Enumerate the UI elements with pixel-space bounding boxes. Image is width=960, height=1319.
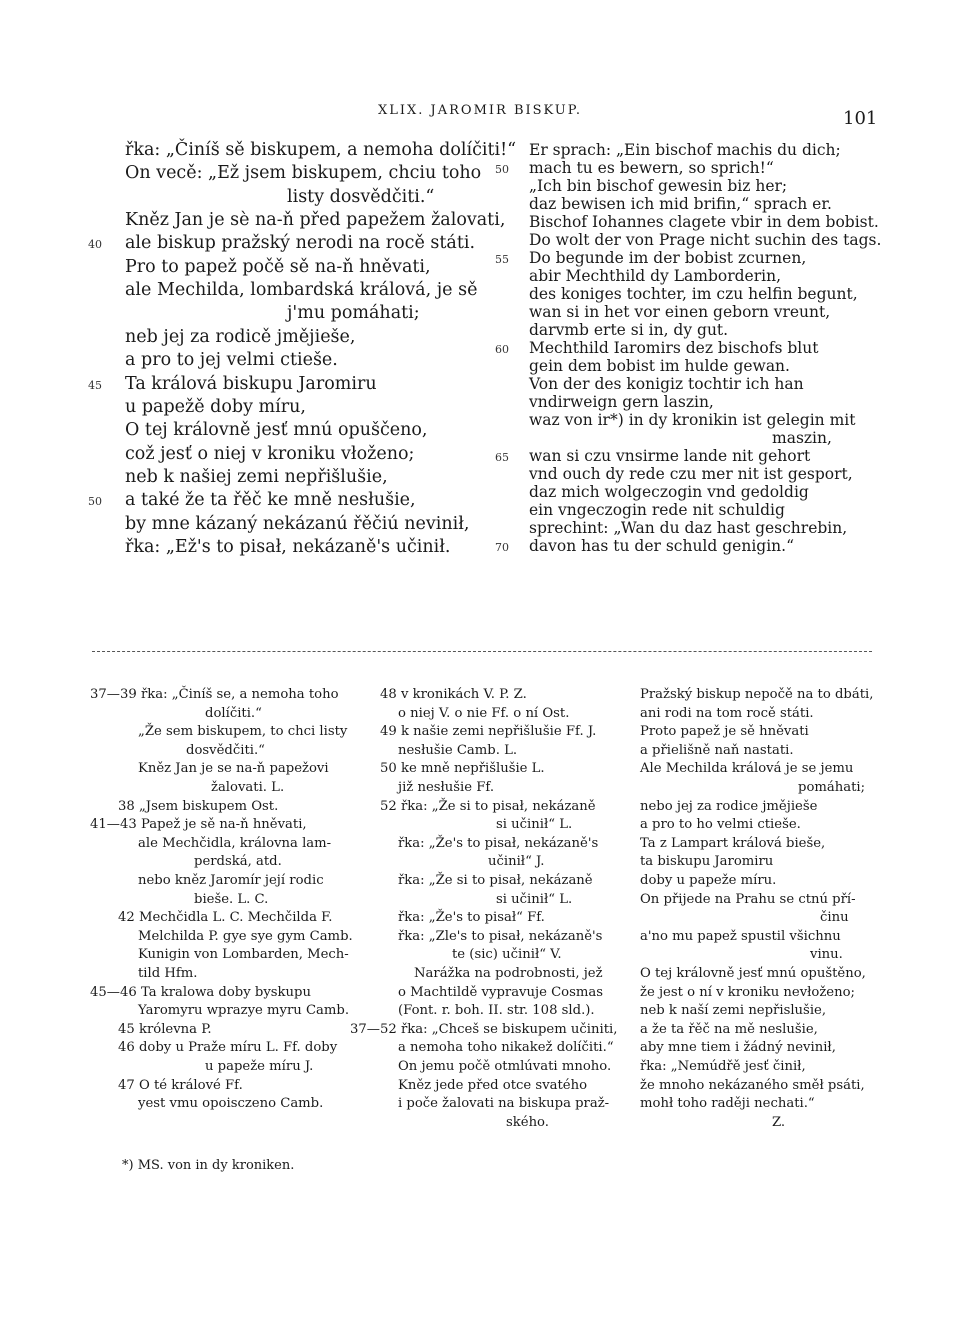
line-number: 40 [88,238,102,252]
apparatus-note-line: aby mne tiem i žádný nevinił, [640,1040,836,1056]
line-number: 65 [495,451,509,464]
apparatus-note-line: již nesłušie Ff. [398,780,495,795]
czech-verse-line: O tej královně jesť mnú opuščeno, [125,420,428,441]
apparatus-note-line: 48 v kronikách V. P. Z. [380,687,527,702]
czech-verse-line: j'mu pomáhati; [287,303,420,324]
apparatus-note-line: te (sic) učinił“ V. [452,947,562,963]
apparatus-note-line: Kněz Jan je se na-ň papežovi [138,761,329,777]
german-verse-line: darvmb erte si in, dy gut. [529,321,729,339]
line-number: 50 [88,495,102,509]
page-number: 101 [843,108,878,129]
apparatus-note-line: 45—46 Ta kralowa doby byskupu [90,984,311,1000]
apparatus-note-line: dolíčiti.“ [205,705,262,721]
footnote-divider [92,651,872,652]
apparatus-note-line: nebo kněz Jaromír její rodic [138,873,324,888]
apparatus-note-line: nesłušie Camb. L. [398,742,518,758]
czech-verse-line: a také že ta řěč ke mně nesłušie, [125,490,416,511]
apparatus-note-line: vinu. [810,947,843,963]
apparatus-note-line: ani rodi na tom rocě státi. [640,705,814,721]
apparatus-note-line: mohł toho raději nechati.“ [640,1096,815,1112]
apparatus-note-line: řka: „Nemúdřě jesť činił, [640,1059,806,1074]
apparatus-note-line: si učinił“ L. [496,891,573,907]
apparatus-note-line: učinił“ J. [488,854,545,870]
german-verse-line: wan si czu vnsirme lande nit gehort [529,447,811,465]
apparatus-note-line: řka: „Že's to pisał“ Ff. [398,910,545,926]
czech-verse-line: ale biskup pražský nerodi na rocě státi. [125,233,476,254]
czech-verse-line: neb jej za rodicě jmějieše, [125,326,356,347]
czech-verse-line: řka: „Činíš sě biskupem, a nemoha dolíčiti!“ [125,140,517,160]
apparatus-note-line: si učinił“ L. [496,817,573,833]
apparatus-note-line: o niej V. o nie Ff. o ní Ost. [398,705,570,721]
german-verse-line: daz mich wolgeczogin vnd gedoldig [529,483,809,501]
czech-verse-line: listy dosvědčiti.“ [287,186,435,207]
apparatus-note-line: On přijede na Prahu se ctnú pří- [640,891,856,907]
apparatus-note-line: pomáhati; [798,780,866,795]
footnote: *) MS. von in dy kroniken. [122,1158,295,1173]
apparatus-note-line: řka: „Že si to pisał, nekázaně [398,873,593,888]
apparatus-note-line: 46 doby u Praže míru L. Ff. doby [118,1040,338,1056]
apparatus-note-line: 52 řka: „Že si to pisał, nekázaně [380,798,596,814]
apparatus-note-line: i poče žalovati na biskupa praž- [398,1096,610,1112]
apparatus-note-line: bieše. L. C. [194,891,269,907]
apparatus-note-line: yest vmu opoisczeno Camb. [138,1096,324,1112]
german-verse-line: maszin, [772,429,832,447]
apparatus-note-line: (Font. r. boh. II. str. 108 sld.). [398,1003,595,1019]
apparatus-note-line: u papeže míru J. [205,1059,314,1074]
apparatus-note-line: dosvědčiti.“ [186,742,265,758]
german-verse-line: Do wolt der von Prage nicht suchin des tags. [529,231,882,249]
apparatus-note-line: Z. [772,1114,786,1130]
apparatus-note-line: 37—39 řka: „Činíš se, a nemoha toho [90,687,339,702]
apparatus-note-line: neb k naší zemi nepřislušie, [640,1003,827,1019]
german-verse-line: Mechthild Iaromirs dez bischofs blut [529,339,819,357]
apparatus-note-line: a'no mu papež spustil všichnu [640,928,841,944]
apparatus-note-line: Proto papež je sě hněvati [640,724,809,740]
apparatus-note-line: a přielišně naň nastati. [640,742,794,758]
apparatus-note-line: 45 królevna P. [118,1021,212,1037]
german-verse-line: Er sprach: „Ein bischof machis du dich; [529,141,841,159]
apparatus-note-line: o Machtildě vypravuje Cosmas [398,984,604,1000]
apparatus-note-line: 49 k našie zemi nepřišlušie Ff. J. [380,724,597,740]
czech-verse-line: neb k našiej zemi nepřišlušie, [125,466,388,487]
apparatus-note-line: perdská, atd. [194,854,282,870]
german-verse-line: Von der des konigiz tochtir ich han [529,375,804,393]
apparatus-note-line: Kněz jede před otce svatého [398,1077,588,1093]
german-verse-line: Bischof Iohannes clagete vbir in dem bobist. [529,213,879,231]
running-title: XLIX. JAROMIR BISKUP. [378,103,582,118]
czech-verse-line: On vecě: „Ež jsem biskupem, chciu toho [125,163,482,184]
apparatus-note-line: doby u papeže míru. [640,873,777,888]
german-verse-line: des koniges tochter, im czu helfin begunt, [529,285,858,303]
apparatus-note-line: a nemoha toho nikakež dolíčiti.“ [398,1040,614,1056]
apparatus-note-line: 41—43 Papež je sě na-ň hněvati, [90,817,307,833]
apparatus-note-line: Ta z Lampart králová bieše, [640,835,826,851]
line-number: 50 [495,163,509,176]
apparatus-note-line: O tej královně jesť mnú opuštěno, [640,966,866,981]
czech-verse-line: a pro to jej velmi ctieše. [125,350,338,371]
german-verse-line: gein dem bobist im hulde gewan. [529,357,790,375]
czech-verse-line: Ta králová biskupu Jaromiru [125,373,377,394]
czech-verse-line: ale Mechilda, lombardská králová, je sě [125,280,478,301]
line-number: 70 [495,541,509,554]
line-number: 45 [88,378,102,392]
apparatus-note-line: 50 ke mně nepřišlušie L. [380,761,545,777]
apparatus-note-line: řka: „Zle's to pisał, nekázaně's [398,928,603,944]
german-verse-line: davon has tu der schuld genigin.“ [529,537,794,555]
german-verse-line: wan si in het vor einen geborn vreunt, [529,303,831,321]
czech-verse-line: což jesť o niej v kroniku vłoženo; [125,443,415,464]
german-verse-line: waz von ir*) in dy kronikin ist gelegin mit [529,411,856,429]
german-verse-line: sprechint: „Wan du daz hast geschrebin, [529,519,848,537]
german-verse-line: abir Mechthild dy Lamborderin, [529,267,782,285]
apparatus-note-line: 47 O té králové Ff. [118,1077,243,1093]
apparatus-note-line: 42 Mechčidla L. C. Mechčilda F. [118,910,333,926]
german-verse-line: „Ich bin bischof gewesin biz her; [529,177,788,195]
apparatus-note-line: tild Hfm. [138,966,198,981]
line-number: 55 [495,253,509,266]
line-number: 60 [495,343,509,356]
apparatus-note-line: Yaromyru wprazye myru Camb. [138,1003,350,1019]
apparatus-note-line: a pro to ho velmi ctieše. [640,817,801,833]
german-verse-line: mach tu es bewern, so sprich!“ [529,159,774,177]
german-verse-line: vnd ouch dy rede czu mer nit ist gesport, [529,465,853,483]
apparatus-note-line: že mnoho nekázaného směł psáti, [640,1077,865,1093]
apparatus-note-line: že jest o ní v kroniku nevłoženo; [640,984,855,1000]
apparatus-note-line: Pražský biskup nepočě na to dbáti, [640,687,874,702]
czech-verse-line: by mne kázaný nekázanú řěčiú nevinił, [125,513,470,534]
apparatus-note-line: Melchilda P. gye sye gym Camb. [138,928,353,944]
czech-verse-line: Kněz Jan je sè na-ň před papežem žalovati, [125,210,506,231]
apparatus-note-line: 38 „Jsem biskupem Ost. [118,798,279,814]
german-verse-line: Do begunde im der bobist zcurnen, [529,249,807,267]
apparatus-note-line: 37—52 řka: „Chceš se biskupem učiniti, [350,1021,618,1037]
apparatus-note-line: řka: „Že's to pisał, nekázaně's [398,835,599,851]
apparatus-note-line: a že ta řěč na mě neslušie, [640,1021,818,1037]
czech-verse-line: řka: „Ež's to pisał, nekázaně's učinił. [125,536,451,557]
apparatus-note-line: Narážka na podrobnosti, jež [414,966,603,981]
apparatus-note-line: žalovati. L. [211,780,285,795]
apparatus-note-line: ale Mechčidla, královna lam- [138,835,332,851]
apparatus-note-line: činu [820,910,849,926]
apparatus-note-line: Ale Mechilda králová je se jemu [640,761,854,777]
apparatus-note-line: On jemu počě otmlúvati mnoho. [398,1059,612,1074]
apparatus-note-line: ta biskupu Jaromiru [640,854,774,870]
apparatus-note-line: nebo jej za rodice jmějieše [640,798,818,814]
apparatus-note-line: ského. [506,1114,549,1130]
apparatus-note-line: „Že sem biskupem, to chci listy [138,724,348,740]
german-verse-line: daz bewisen ich mid brifin,“ sprach er. [529,195,832,213]
german-verse-line: vndirweign gern laszin, [529,393,714,411]
german-verse-line: ein vngeczogin rede nit schuldig [529,501,785,519]
czech-verse-line: Pro to papež počě sě na-ň hněvati, [125,256,431,277]
czech-verse-line: u papežě doby míru, [125,396,306,417]
apparatus-note-line: Kunigin von Lombarden, Mech- [138,947,349,963]
